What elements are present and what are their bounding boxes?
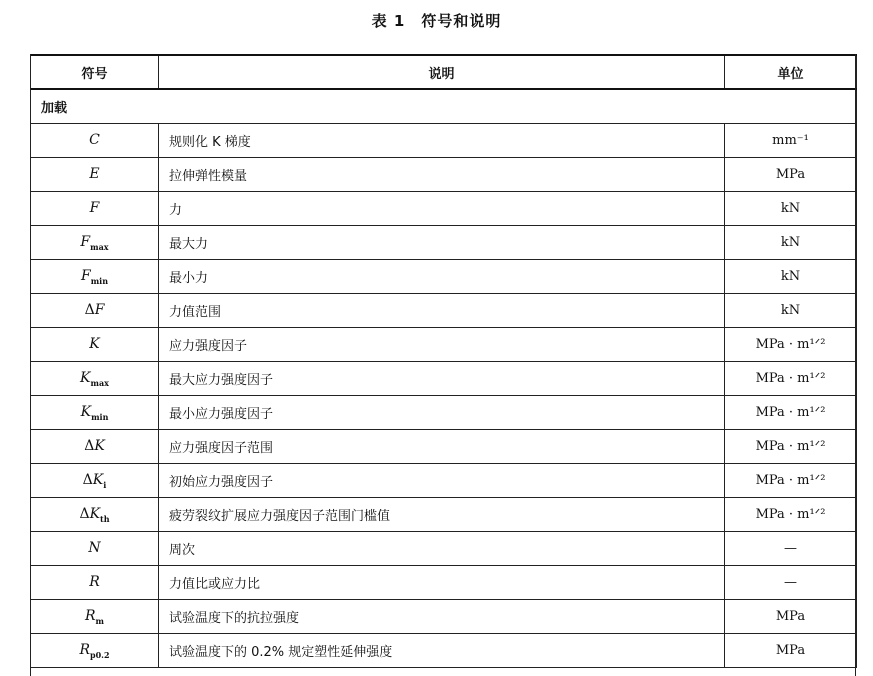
row-symbol: $\Delta K_i$ <box>31 464 159 498</box>
row-description: 最大应力强度因子 <box>159 362 725 396</box>
row-description: 力值范围 <box>159 294 725 328</box>
row-unit: MPa <box>725 600 857 634</box>
table-row <box>31 430 857 464</box>
row-description: 疲劳裂纹扩展应力强度因子范围门槛值 <box>159 498 725 532</box>
header-unit: 单位 <box>725 55 857 89</box>
table-row <box>31 294 857 328</box>
table-row <box>31 464 857 498</box>
row-description: 应力强度因子 <box>159 328 725 362</box>
section-row <box>31 89 857 124</box>
row-symbol: $K_{max}$ <box>31 362 159 396</box>
row-unit: — <box>725 532 857 566</box>
row-symbol: ΔK <box>31 430 159 464</box>
row-unit: kN <box>725 226 857 260</box>
row-symbol: $F_{min}$ <box>31 260 159 294</box>
table-row <box>31 532 857 566</box>
table-title: 表 1 符号和说明 <box>371 12 502 30</box>
row-description: 最小应力强度因子 <box>159 396 725 430</box>
row-symbol: $\Delta K_{th}$ <box>31 498 159 532</box>
row-symbol: C <box>31 124 159 158</box>
header-description: 说明 <box>159 55 725 89</box>
header-symbol: 符号 <box>31 55 159 89</box>
row-unit: kN <box>725 260 857 294</box>
row-description: 试验温度下的抗拉强度 <box>159 600 725 634</box>
row-symbol: N <box>31 532 159 566</box>
row-symbol: $R_m$ <box>31 600 159 634</box>
row-unit: mm⁻¹ <box>725 124 857 158</box>
table-row <box>31 124 857 158</box>
row-unit: MPa · m¹ᐟ² <box>725 362 857 396</box>
row-unit: kN <box>725 294 857 328</box>
row-description: 应力强度因子范围 <box>159 430 725 464</box>
row-description: 初始应力强度因子 <box>159 464 725 498</box>
row-description: 规则化 K 梯度 <box>159 124 725 158</box>
table-row <box>31 192 857 226</box>
table-row <box>31 362 857 396</box>
row-symbol: R <box>31 566 159 600</box>
row-description: 周次 <box>159 532 725 566</box>
symbols-table <box>30 54 857 668</box>
table-row <box>31 566 857 600</box>
row-description: 力值比或应力比 <box>159 566 725 600</box>
row-symbol: E <box>31 158 159 192</box>
table-body <box>31 89 857 668</box>
row-unit: MPa · m¹ᐟ² <box>725 498 857 532</box>
table-row <box>31 158 857 192</box>
row-symbol: $K_{min}$ <box>31 396 159 430</box>
row-description: 试验温度下的 0.2% 规定塑性延伸强度 <box>159 634 725 668</box>
row-description: 力 <box>159 192 725 226</box>
table-right-border <box>855 54 856 676</box>
table-row <box>31 260 857 294</box>
table-row <box>31 600 857 634</box>
table-row <box>31 226 857 260</box>
table-left-border <box>30 54 31 676</box>
table-row <box>31 396 857 430</box>
row-unit: kN <box>725 192 857 226</box>
table-row <box>31 498 857 532</box>
section-label: 加载 <box>31 89 857 124</box>
row-description: 最小力 <box>159 260 725 294</box>
row-symbol: $R_{p0.2}$ <box>31 634 159 668</box>
table-row <box>31 328 857 362</box>
row-unit: MPa · m¹ᐟ² <box>725 430 857 464</box>
row-unit: — <box>725 566 857 600</box>
row-symbol: F <box>31 192 159 226</box>
row-unit: MPa · m¹ᐟ² <box>725 396 857 430</box>
row-unit: MPa <box>725 634 857 668</box>
row-unit: MPa · m¹ᐟ² <box>725 328 857 362</box>
row-symbol: $F_{max}$ <box>31 226 159 260</box>
row-description: 拉伸弹性模量 <box>159 158 725 192</box>
row-unit: MPa <box>725 158 857 192</box>
row-symbol: ΔF <box>31 294 159 328</box>
table-row <box>31 634 857 668</box>
row-symbol: K <box>31 328 159 362</box>
table-header-row <box>31 55 857 89</box>
row-description: 最大力 <box>159 226 725 260</box>
row-unit: MPa · m¹ᐟ² <box>725 464 857 498</box>
